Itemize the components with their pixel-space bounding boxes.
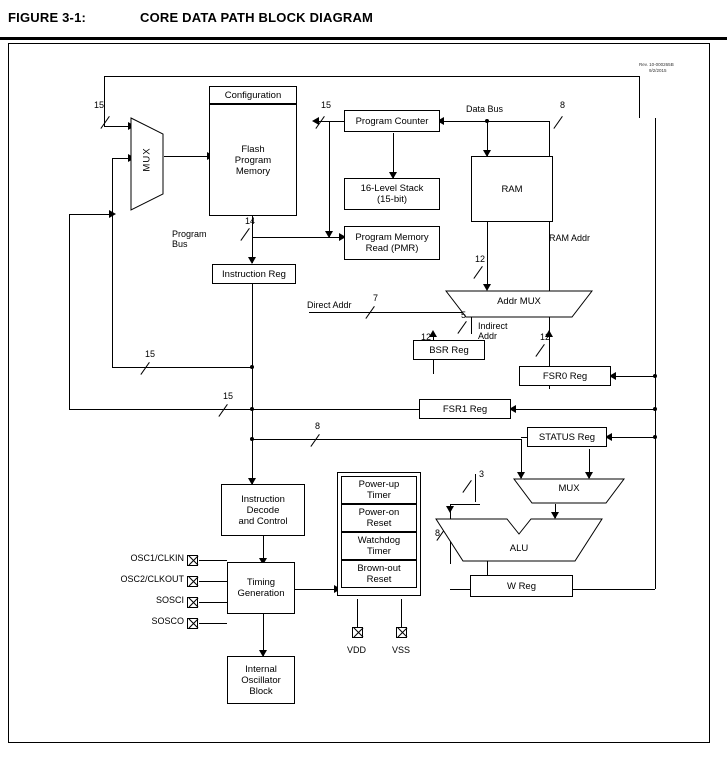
label-osc1: OSC1/CLKIN [130, 553, 184, 563]
width-15-b: 15 [321, 100, 332, 110]
wire-osc2 [199, 581, 227, 582]
block-flash-program-memory[interactable] [209, 104, 297, 216]
wire-status-right [607, 437, 655, 438]
stack-line-2: (15-bit) [376, 194, 408, 205]
label-osc2: OSC2/CLKOUT [120, 574, 184, 584]
wire-pc-down-to-pmr [329, 121, 330, 237]
block-status-reg[interactable]: STATUS Reg [527, 427, 607, 447]
block-program-counter[interactable]: Program Counter [344, 110, 440, 132]
label-direct-addr: Direct Addr [307, 300, 352, 310]
pmr-line-1: Program Memory [355, 232, 429, 243]
arrow-alu-in-left [446, 506, 454, 513]
stack-line-1: 16-Level Stack [360, 183, 424, 194]
wire-15-bus-upper [69, 409, 458, 410]
label-mux-right: MUX [558, 483, 580, 494]
width-12-a: 12 [475, 254, 486, 264]
label-indirect-addr-2: Addr [478, 331, 498, 341]
wire-15-bus-lower [112, 367, 252, 368]
powerup-line-2: Timer [367, 490, 391, 501]
block-bsr-reg[interactable]: BSR Reg [413, 340, 485, 360]
wire-ram-out [487, 222, 488, 262]
wire-mux-in-bottom [112, 158, 129, 159]
revision-line-2: 9/2/2015 [649, 68, 667, 73]
arrow-pmr-top-in [325, 231, 333, 238]
poweron-line-2: Reset [366, 518, 392, 529]
junction-right-fsr0 [653, 374, 657, 378]
width-8-a: 8 [560, 100, 566, 110]
brownout-line-1: Brown-out [357, 563, 401, 574]
label-vdd [347, 645, 366, 655]
block-instruction-reg[interactable]: Instruction Reg [212, 264, 296, 284]
width-8-b: 8 [315, 421, 321, 431]
label-program-bus-2: Bus [172, 239, 188, 249]
watchdog-line-2: Timer [367, 546, 391, 557]
pin-sosci[interactable] [187, 597, 198, 608]
width-14: 14 [245, 216, 256, 226]
wire-right-rail-lower [655, 438, 656, 589]
slash-8-b [319, 434, 330, 445]
decode-line-2: Decode [246, 504, 280, 516]
wire-8-bus [252, 439, 521, 440]
decode-line-1: Instruction [241, 493, 285, 505]
osc-line-1: Internal [245, 663, 277, 675]
block-power-up-timer[interactable] [341, 476, 417, 504]
block-configuration[interactable]: Configuration [209, 86, 297, 104]
pin-vss[interactable] [396, 627, 407, 638]
wire-ireg-down [252, 284, 253, 484]
label-program-bus-1: Program [172, 229, 207, 239]
slash-14 [249, 228, 260, 239]
label-sosci: SOSCI [155, 595, 184, 605]
junction-ireg-15a [250, 365, 254, 369]
slash-7 [374, 306, 385, 317]
poweron-line-1: Power-on [358, 507, 400, 518]
slash-15-a [109, 116, 120, 127]
slash-15-b [324, 116, 335, 127]
osc-line-3: Block [249, 685, 273, 697]
label-alu: ALU [509, 543, 529, 554]
label-addr-mux: Addr MUX [497, 296, 541, 307]
figure-label: FIGURE 3-1: [8, 10, 87, 25]
wire-right-rail [655, 118, 656, 438]
block-fsr1-reg[interactable]: FSR1 Reg [419, 399, 511, 419]
wire-left-rail-top [69, 214, 111, 215]
junction-ireg-15b [250, 407, 254, 411]
block-16-level-stack[interactable] [344, 178, 440, 210]
figure-title: CORE DATA PATH BLOCK DIAGRAM [140, 10, 374, 25]
label-vss-text: VSS [392, 645, 411, 655]
wire-w-feedback-top [450, 504, 480, 505]
wire-8-bus-down [521, 439, 522, 461]
block-ram[interactable]: RAM [471, 156, 553, 222]
slash-3 [471, 480, 482, 491]
block-w-reg[interactable]: W Reg [470, 575, 573, 597]
osc-line-2: Oscillator [241, 674, 281, 686]
block-fsr0-reg[interactable]: FSR0 Reg [519, 366, 611, 386]
decode-line-3: and Control [238, 515, 288, 527]
arrow-instruction-reg-in [248, 257, 256, 264]
slash-15-d [227, 404, 238, 415]
width-12-b: 12 [421, 332, 432, 342]
powerup-line-1: Power-up [358, 479, 400, 490]
width-15-c: 15 [145, 349, 156, 359]
junction-right-fsr1 [653, 407, 657, 411]
header-divider [0, 37, 727, 40]
wire-vdd [357, 599, 358, 629]
wire-mux-bottom-riser [112, 158, 113, 368]
block-program-memory-read[interactable] [344, 226, 440, 260]
label-ram-addr: RAM Addr [549, 233, 591, 243]
width-5: 5 [461, 310, 467, 320]
slash-5 [466, 321, 477, 332]
watchdog-line-1: Watchdog [357, 535, 401, 546]
slash-12-a [482, 266, 493, 277]
wire-osc1 [199, 560, 227, 561]
wire-top-feedback [104, 76, 639, 77]
wire-w-out-left [450, 589, 470, 590]
timing-line-1: Timing [246, 577, 276, 588]
width-15-a: 15 [94, 100, 105, 110]
revision-line-1: Rev. 10-000265B [639, 62, 674, 67]
pmr-line-2: Read (PMR) [365, 243, 419, 254]
width-7: 7 [373, 293, 379, 303]
block-timing-generation[interactable] [227, 562, 295, 614]
slash-15-c [149, 362, 160, 373]
width-3: 3 [479, 469, 485, 479]
slash-8-a [562, 116, 573, 127]
diagram-frame [8, 43, 710, 743]
label-indirect-addr-1: Indirect [478, 321, 508, 331]
block-internal-oscillator[interactable] [227, 656, 295, 704]
wire-fsr0-right [611, 376, 655, 377]
label-mux-left: MUX [141, 147, 153, 172]
pin-osc2[interactable] [187, 576, 198, 587]
junction-databus-ram [485, 119, 489, 123]
width-8-c: 8 [435, 528, 441, 538]
wire-pc-databus [439, 121, 549, 122]
pin-sosco[interactable] [187, 618, 198, 629]
block-brown-out-reset[interactable] [341, 560, 417, 588]
wire-top-left-down [104, 76, 105, 126]
wire-vss [401, 599, 402, 629]
block-watchdog-timer[interactable] [341, 532, 417, 560]
timing-line-2: Generation [237, 588, 285, 599]
shape-alu[interactable] [435, 518, 603, 562]
wire-mux-out [164, 156, 209, 157]
junction-right-status [653, 435, 657, 439]
flash-line-2: Program [234, 154, 272, 166]
block-instruction-decode-control[interactable] [221, 484, 305, 536]
flash-line-1: Flash [241, 143, 265, 155]
label-data-bus: Data Bus [466, 104, 504, 114]
arrow-left-rail-to-mux [109, 210, 116, 218]
wire-fsr1-right [511, 409, 655, 410]
wire-left-rail [69, 214, 70, 409]
pin-vdd[interactable] [352, 627, 363, 638]
wire-top-right-down [639, 76, 640, 118]
block-power-on-reset[interactable] [341, 504, 417, 532]
label-vdd-text: VDD [347, 645, 367, 655]
wire-w-right [573, 589, 655, 590]
junction-ireg-8 [250, 437, 254, 441]
width-12-c: 12 [540, 332, 551, 342]
wire-timing-to-timers [295, 589, 337, 590]
slash-12-c [544, 344, 555, 355]
wire-sosci [199, 602, 227, 603]
label-sosco: SOSCO [151, 616, 184, 626]
brownout-line-2: Reset [366, 574, 392, 585]
width-15-d: 15 [223, 391, 234, 401]
label-vss [392, 645, 410, 655]
pin-osc1[interactable] [187, 555, 198, 566]
wire-sosco [199, 623, 227, 624]
figure-header [0, 0, 727, 40]
flash-line-3: Memory [235, 165, 271, 177]
